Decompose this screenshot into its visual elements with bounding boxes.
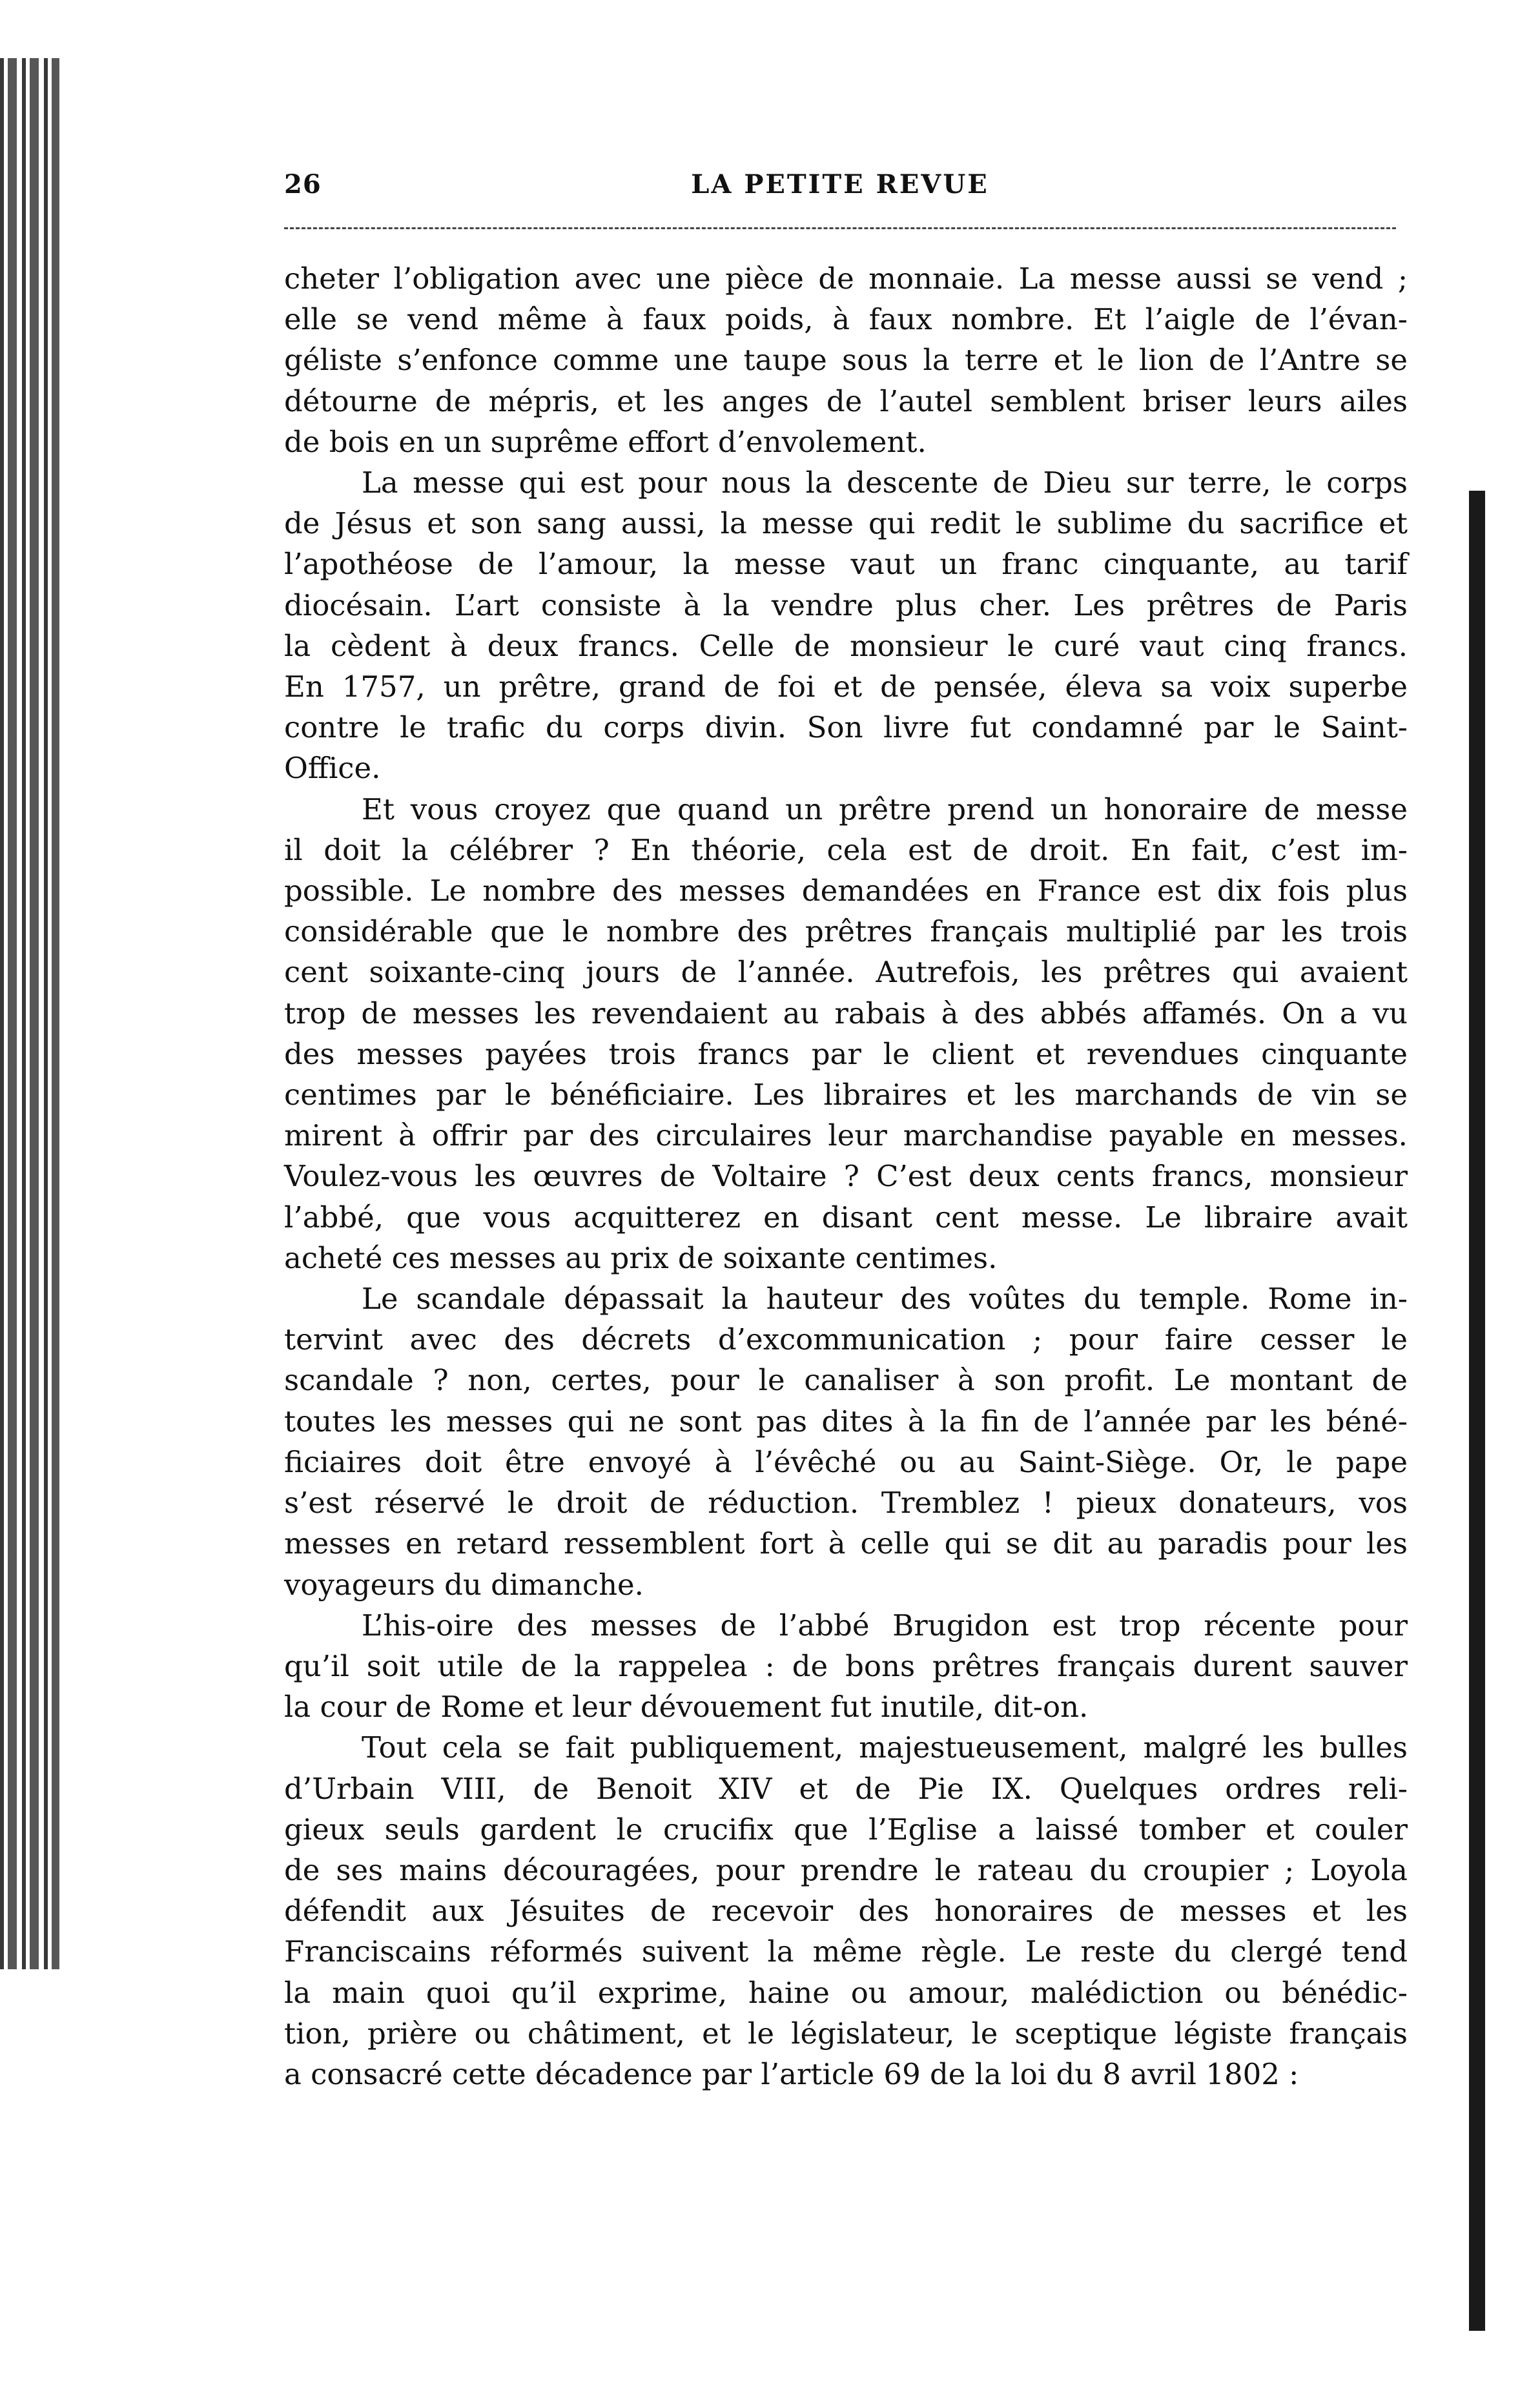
text-line: défendit aux Jésuites de recevoir des honoraires de messes et les <box>284 1894 1408 1929</box>
text-line: détourne de mépris, et les anges de l’autel semblent briser leurs ailes <box>284 384 1408 418</box>
text-line: messes en retard ressemblent fort à celle qui se dit au paradis pour les <box>284 1526 1408 1561</box>
text-line: L’his-oire des messes de l’abbé Brugidon est trop récente pour <box>362 1608 1408 1643</box>
text-line: la cèdent à deux francs. Celle de monsieur le curé vaut cinq francs. <box>284 628 1408 663</box>
paragraph <box>284 258 1408 462</box>
text-line: ficiaires doit être envoyé à l’évêché ou au Saint-Siège. Or, le pape <box>284 1444 1408 1479</box>
text-line: la main quoi qu’il exprime, haine ou amour, malédiction ou bénédic- <box>284 1975 1408 2010</box>
text-line: qu’il soit utile de la rappelea : de bons prêtres français durent sauver <box>284 1648 1408 1683</box>
header-rule <box>284 227 1396 229</box>
text-line: possible. Le nombre des messes demandées en France est dix fois plus <box>284 874 1408 908</box>
scan-right-edge <box>1458 491 1485 2331</box>
text-line: Franciscains réformés suivent la même règle. Le reste du clergé tend <box>284 1934 1408 1969</box>
text-line: des messes payées trois francs par le client et revendues cinquante <box>284 1036 1408 1071</box>
text-line: s’est réservé le droit de réduction. Tremblez ! pieux donateurs, vos <box>284 1486 1408 1521</box>
scan-binding-edge <box>0 58 59 1969</box>
text-line: La messe qui est pour nous la descente de Dieu sur terre, le corps <box>362 466 1408 500</box>
text-line: l’apothéose de l’amour, la messe vaut un franc cinquante, au tarif <box>284 547 1408 582</box>
text-line: elle se vend même à faux poids, à faux nombre. Et l’aigle de l’évan- <box>284 302 1408 337</box>
text-line: centimes par le bénéficiaire. Les libraires et les marchands de vin se <box>284 1078 1408 1112</box>
text-line: scandale ? non, certes, pour le canaliser à son profit. Le montant de <box>284 1363 1408 1398</box>
text-line: tervint avec des décrets d’excommunication ; pour faire cesser le <box>284 1322 1408 1357</box>
page-header <box>284 169 1396 214</box>
text-line: de ses mains découragées, pour prendre le rateau du croupier ; Loyola <box>284 1852 1408 1887</box>
text-line: de Jésus et son sang aussi, la messe qui redit le sublime du sacrifice et <box>284 506 1408 541</box>
text-line: d’Urbain VIII, de Benoit XIV et de Pie IX. Quelques ordres reli- <box>284 1771 1408 1806</box>
paragraph <box>284 1278 1408 1605</box>
text-line: diocésain. L’art consiste à la vendre plus cher. Les prêtres de Paris <box>284 588 1408 622</box>
text-line: l’abbé, que vous acquitterez en disant cent messe. Le libraire avait <box>284 1200 1408 1234</box>
text-line: de bois en un suprême effort d’envolement. <box>284 424 927 459</box>
text-line: voyageurs du dimanche. <box>284 1567 644 1602</box>
paragraph <box>284 462 1408 789</box>
page-number: 26 <box>284 169 322 200</box>
running-title: LA PETITE REVUE <box>691 169 989 200</box>
text-line: Et vous croyez que quand un prêtre prend un honoraire de messe <box>362 792 1408 826</box>
text-line: Tout cela se fait publiquement, majestueusement, malgré les bulles <box>362 1730 1408 1765</box>
text-line: cent soixante-cinq jours de l’année. Autrefois, les prêtres qui avaient <box>284 955 1408 990</box>
text-line: En 1757, un prêtre, grand de foi et de pensée, éleva sa voix superbe <box>284 670 1408 704</box>
text-line: Voulez-vous les œuvres de Voltaire ? C’est deux cents francs, monsieur <box>284 1159 1408 1194</box>
text-line: Le scandale dépassait la hauteur des voûtes du temple. Rome in- <box>362 1282 1408 1316</box>
paragraph <box>284 1727 1408 2095</box>
text-line: il doit la célébrer ? En théorie, cela est de droit. En fait, c’est im- <box>284 832 1408 867</box>
body-text <box>284 258 1408 2095</box>
paragraph <box>284 789 1408 1278</box>
text-line: cheter l’obligation avec une pièce de monnaie. La messe aussi se vend ; <box>284 261 1408 296</box>
text-line: trop de messes les revendaient au rabais à des abbés affamés. On a vu <box>284 996 1408 1030</box>
text-line: gieux seuls gardent le crucifix que l’Eglise a laissé tomber et couler <box>284 1812 1408 1847</box>
text-line: considérable que le nombre des prêtres français multiplié par les trois <box>284 914 1408 949</box>
text-line: mirent à offrir par des circulaires leur marchandise payable en messes. <box>284 1118 1408 1153</box>
text-line: Office. <box>284 751 381 786</box>
text-line: acheté ces messes au prix de soixante centimes. <box>284 1240 998 1275</box>
text-line: tion, prière ou châtiment, et le législateur, le sceptique légiste français <box>284 2016 1408 2051</box>
text-line: contre le trafic du corps divin. Son livre fut condamné par le Saint- <box>284 710 1408 745</box>
text-line: toutes les messes qui ne sont pas dites à la fin de l’année par les béné- <box>284 1404 1408 1439</box>
text-line: la cour de Rome et leur dévouement fut inutile, dit-on. <box>284 1690 1089 1725</box>
paragraph <box>284 1605 1408 1728</box>
text-line: a consacré cette décadence par l’article 69 de la loi du 8 avril 1802 : <box>284 2056 1299 2091</box>
text-line: géliste s’enfonce comme une taupe sous la terre et le lion de l’Antre se <box>284 343 1408 378</box>
